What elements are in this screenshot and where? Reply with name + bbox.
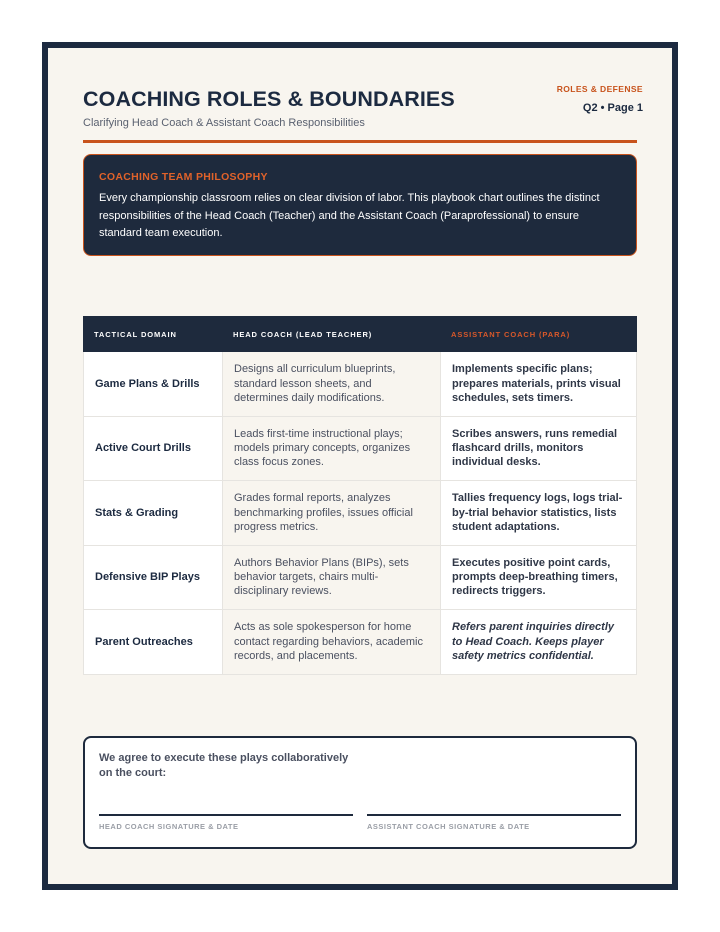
roles-table [83, 316, 637, 675]
head-coach-signature-line[interactable] [99, 814, 353, 816]
head-coach-signature-label: HEAD COACH SIGNATURE & DATE [99, 822, 239, 831]
table-row [83, 481, 637, 546]
domain-cell: Parent Outreaches [83, 610, 222, 674]
head-coach-cell: Designs all curriculum blueprints, standard lesson sheets, and determines daily modifications. [222, 352, 440, 416]
assistant-coach-signature-label: ASSISTANT COACH SIGNATURE & DATE [367, 822, 530, 831]
signature-box [83, 736, 637, 849]
philosophy-box [83, 154, 637, 256]
page-frame [42, 42, 678, 890]
table-row [83, 546, 637, 611]
assistant-coach-cell: Implements specific plans; prepares materials, prints visual schedules, sets timers. [440, 352, 637, 416]
philosophy-heading: COACHING TEAM PHILOSOPHY [99, 171, 268, 183]
assistant-coach-cell: Refers parent inquiries directly to Head Coach. Keeps player safety metrics confidential. [440, 610, 637, 674]
head-coach-cell: Acts as sole spokesperson for home contact regarding behaviors, academic records, and placements. [222, 610, 440, 674]
head-coach-cell: Authors Behavior Plans (BIPs), sets behavior targets, chairs multi-disciplinary reviews. [222, 546, 440, 610]
page-title: COACHING ROLES & BOUNDARIES [83, 87, 455, 111]
table-header-row [83, 316, 637, 352]
table-row [83, 610, 637, 675]
agreement-statement: We agree to execute these plays collaboratively on the court: [99, 752, 349, 779]
column-header-assistant-coach: ASSISTANT COACH (PARA) [451, 329, 571, 339]
assistant-coach-signature-line[interactable] [367, 814, 621, 816]
column-header-head-coach: HEAD COACH (LEAD TEACHER) [233, 329, 373, 339]
domain-cell: Stats & Grading [83, 481, 222, 545]
table-row [83, 352, 637, 417]
assistant-coach-cell: Scribes answers, runs remedial flashcard drills, monitors individual desks. [440, 417, 637, 481]
page-info: Q2 • Page 1 [582, 102, 643, 114]
head-coach-cell: Leads first-time instructional plays; models primary concepts, organizes class focus zones. [222, 417, 440, 481]
assistant-coach-cell: Tallies frequency logs, logs trial-by-trial behavior statistics, lists student adaptations. [440, 481, 637, 545]
table-row [83, 417, 637, 482]
head-coach-cell: Grades formal reports, analyzes benchmarking profiles, issues official progress metrics. [222, 481, 440, 545]
domain-cell: Game Plans & Drills [83, 352, 222, 416]
philosophy-text: Every championship classroom relies on clear division of labor. This playbook chart outlines the distinct responsibilities of the Head Coach (Teacher) and the Assistant Coach (Paraprofessional) to ensure standard team execution. [99, 192, 600, 239]
domain-cell: Active Court Drills [83, 417, 222, 481]
section-tag: ROLES & DEFENSE [556, 84, 643, 94]
domain-cell: Defensive BIP Plays [83, 546, 222, 610]
page-header [83, 84, 643, 144]
assistant-coach-cell: Executes positive point cards, prompts deep-breathing timers, redirects triggers. [440, 546, 637, 610]
page-subtitle: Clarifying Head Coach & Assistant Coach Responsibilities [83, 117, 365, 129]
header-divider [83, 140, 637, 143]
column-header-domain: TACTICAL DOMAIN [94, 329, 177, 339]
